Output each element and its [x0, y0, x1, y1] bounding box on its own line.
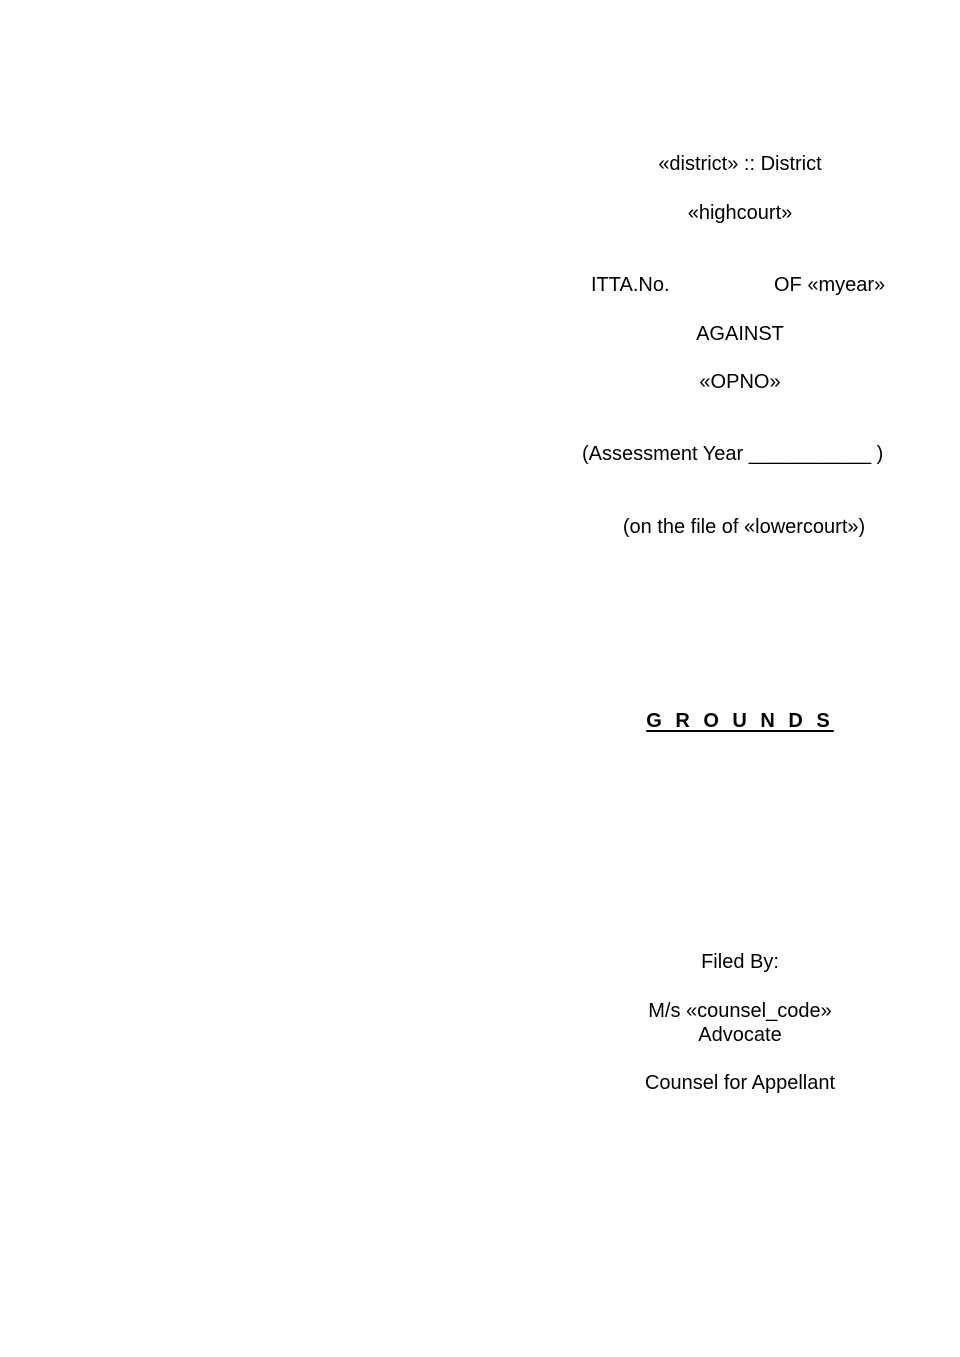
counsel-role: Counsel for Appellant [644, 1072, 836, 1094]
filed-by-label: Filed By: [701, 951, 779, 973]
counsel-title: Advocate [698, 1024, 782, 1046]
highcourt-line: «highcourt» [687, 202, 793, 224]
counsel-name: M/s «counsel_code» [648, 1000, 832, 1022]
grounds-heading: G R O U N D S [646, 710, 834, 732]
itta-number-label: ITTA.No. [591, 274, 670, 296]
of-year-label: OF «myear» [774, 274, 886, 296]
lower-court-line: (on the file of «lowercourt») [622, 516, 866, 538]
district-line: «district» :: District [658, 153, 822, 175]
op-number: «OPNO» [699, 371, 781, 393]
against-label: AGAINST [696, 323, 784, 345]
assessment-year-line: (Assessment Year ___________ ) [582, 443, 884, 465]
